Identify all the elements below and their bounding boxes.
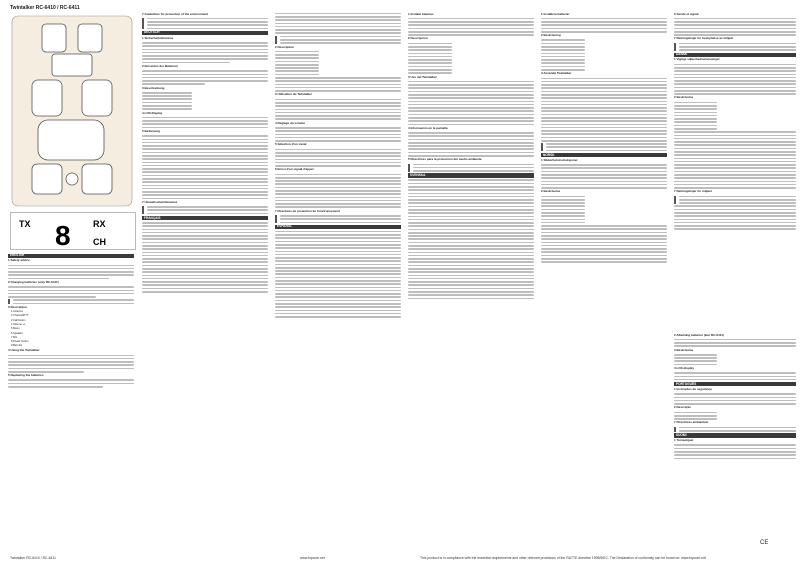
section-heading: 1 Safety advice [8,258,30,263]
list-item: 6 Speaker [11,331,23,335]
section-heading: 4 Réglage du volume [275,120,306,125]
lang-bar-deutsch: DEUTSCH [142,31,268,35]
lcd-display-illustration [10,212,136,250]
section-heading: 5 Sélection d'un canal [275,142,307,147]
section-heading: 1 Instruções de segurança [674,386,712,391]
section-heading: 5 Bedienung [142,129,161,134]
lang-bar-portugues: PORTUGUÊS [674,382,796,386]
section-heading: 1 Sicherheitshinweise [142,35,174,40]
section-heading: 5 Replacing the batteries [8,373,44,378]
section-heading: 1 Sikkerhetsinstruksjoner [541,157,578,162]
section-heading: 3 Description [8,304,28,309]
section-heading: 3 Uso del Twintalker [408,74,437,79]
lang-bar-svenska: SVENSKA [408,173,534,177]
section-heading: 5 Directrices para la protección del medio ambiente [408,157,482,162]
section-heading: 2 Beskrivelse [541,189,561,194]
section-heading: 7 Directives de protection de l'environnement [275,208,340,213]
list-item: 9 Belt clip [11,344,23,348]
section-heading: 7 Directrizes ambientais [674,420,709,425]
column-3 [275,11,401,319]
section-heading: 4 LCD-display [674,366,695,371]
lcd-rx-label: RX [93,219,106,229]
section-heading: 3 Beschreibung [142,85,165,90]
list-item: 7 Mic [11,335,18,339]
footer-model: Twintalker RC-6410 / RC-6411 [10,556,56,560]
section-heading: 1 Vigtige sikkerhedsanvisninger [674,57,720,62]
lcd-digit: 8 [55,220,71,249]
column-6 [674,11,796,232]
ce-mark-icon: CE [760,540,769,546]
walkie-talkie-illustration [8,14,136,210]
section-heading: 7 Retningslinjer for beskyttelse av miljøet [674,36,734,41]
list-item: 1 Antenna [11,310,23,314]
section-heading: 7 Umweltschutzhinweise [142,199,178,204]
list-item: 8 Power button [11,340,29,344]
section-heading: 2 Afladning batterier (kun RC-6411) [674,332,724,337]
section-heading: 4 Using the Twintalker [8,348,40,353]
section-heading: 2 Einsetzen der Batterien [142,63,178,68]
column-4 [408,11,534,301]
lang-bar-espanol: ESPAÑOL [275,225,401,229]
footer-url: www.topcom.net [300,556,325,560]
section-heading: 2 Descripción [408,36,428,41]
column-5 [541,11,667,265]
lang-bar-dansk: DANSK [674,53,796,57]
section-heading: 4 LCD-Display [142,110,163,115]
section-heading: 6 Envoi d'un signal d'appel [275,167,314,172]
lang-bar-suomi: SUOMI [674,433,796,437]
section-heading: 2 Beskrivning [541,33,561,38]
section-heading: 1 Turvaohjeet [674,438,694,443]
section-heading: 6 Sende et signal [674,11,699,16]
section-heading: 2 Charging batteries (only RC-6411) [8,279,59,284]
section-heading: 3 Använda Twintalker [541,71,572,76]
footer-conformity: This product is in compliance with the essential requirements and other relevant provisions of the R&TTE directive 1999/5/EC. The Declaration of conformity can be found on: www.topcom.net [420,556,707,560]
section-heading: 1 Instalar baterías [408,11,434,16]
lang-bar-norsk: NORSK [541,153,667,157]
section-heading: 3 Utilisation du Twintalker [275,92,312,97]
list-item: 5 Menu [11,327,20,331]
lang-bar-francais: FRANÇAIS [142,216,268,220]
section-heading: 7 Guidelines for protection of the environment [142,11,209,16]
section-heading: 2 Descrição [674,405,691,410]
section-heading: 2 Beskrivelse [674,95,694,100]
list-item: 2 Channel/PTT [11,314,29,318]
lcd-ch-label: CH [93,237,106,247]
column-right-lower [674,332,796,461]
section-heading: 2 Description [275,44,295,49]
lang-bar-english: ENGLISH [8,254,134,258]
column-english [8,252,134,389]
section-heading: 3 Beskrivelse [674,347,694,352]
list-item: 4 Volume +/- [11,322,26,326]
section-heading: 1 Installera batterier [541,11,570,16]
section-heading: 7 Retningslinjer for miljøet [674,189,712,194]
list-item: 3 Call button [11,318,26,322]
column-2 [142,11,268,294]
section-heading: 4 Información en la pantalla [408,125,448,130]
lcd-tx-label: TX [19,219,31,229]
page-header: Twintalker RC-6410 / RC-6411 [10,5,80,11]
